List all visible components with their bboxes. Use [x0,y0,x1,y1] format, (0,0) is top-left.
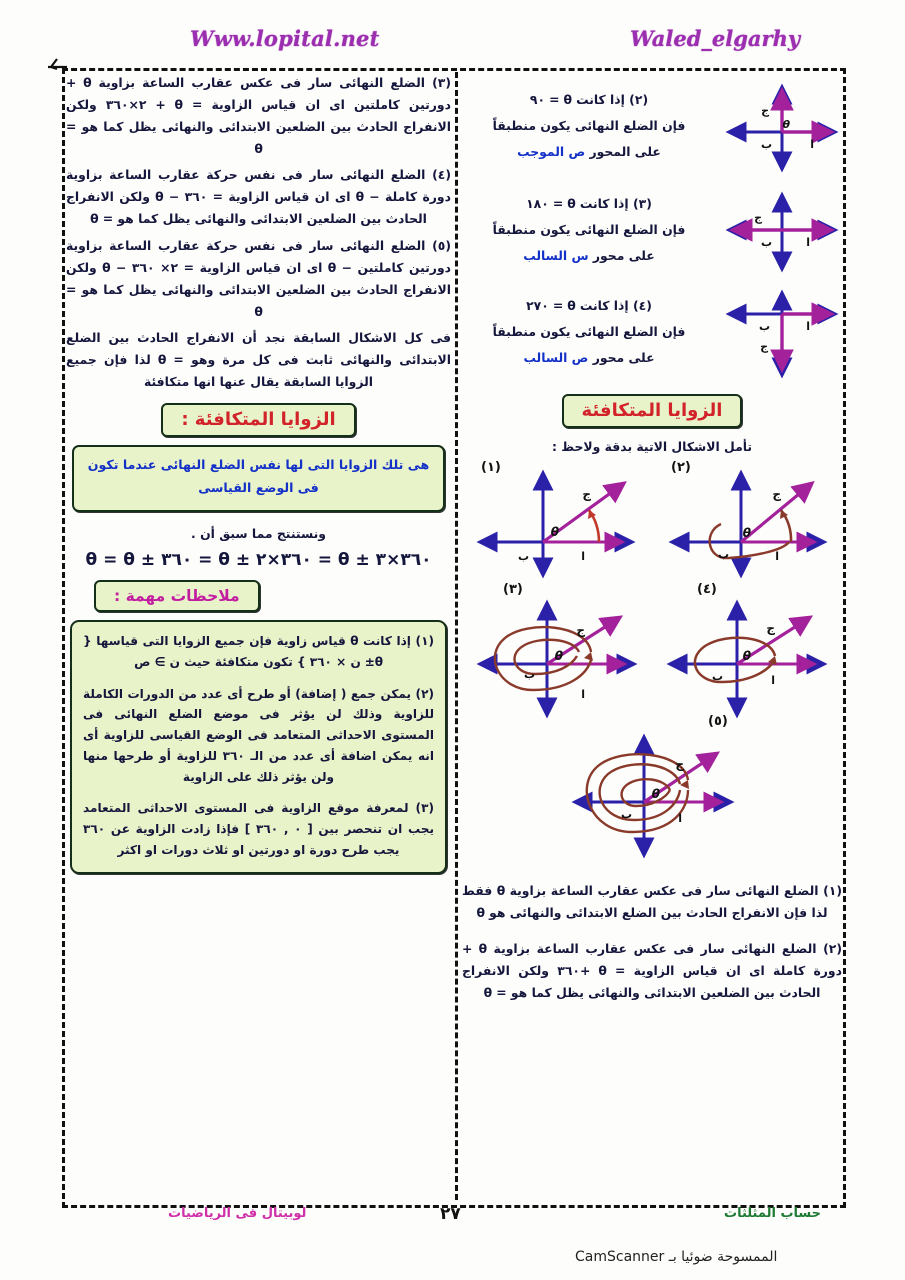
svg-text:ج: ج [754,211,762,224]
bottom-item-2: (٢) الضلع النهائى سار فى عكس عقارب الساعة بزاوية θ + دورة كاملة اى ان قياس الزاوية = θ +٣٦٠ ولكن الانفراج الحادث بين الضلعين الابتدائى والنهائى يظل كما هو = θ [462,941,843,1001]
svg-text:ا: ا [775,550,779,564]
item-4-text: (٤) الضلع النهائى سار فى نفس حركة عقارب الساعة بزاوية دورة كاملة − θ اى ان قياس الزاوية = ٣٦٠ − θ ولكن الانفراج الحادث بين الضلعين الابتدائى والنهائى يظل كما هو = θ [66,167,451,227]
page-footer [0,1206,905,1236]
figure-2-label: (٢) [671,460,691,476]
angle-diagram-3 [473,594,641,724]
svg-text:ج: ج [675,757,684,772]
figure-3-label: (٣) [503,582,523,598]
page-number: ٢٧ [440,1204,461,1224]
angle-diagram-4 [663,594,831,724]
figure-5 [566,714,738,864]
column-divider [455,72,458,1200]
case-4-line-1: (٤) إذا كانت θ = ٢٧٠ [526,297,652,313]
case-2-highlight: ص الموجب [517,144,586,160]
definition-text: هى تلك الزوايا التى لها نفس الضلع النهائى عندما تكون فى الوضع القياسى [87,457,430,495]
case-2-line-1: (٢) إذا كانت θ = ٩٠ [529,91,649,107]
note-2: (٢) يمكن جمع ( إضافة) أو طرح أى عدد من الدورات الكاملة للزاوية وذلك لن يؤثر فى موضع الضلع النهائى فى المستوى الاحداثى المتعامد فى الوضع القياسى للزاوية أى انه يمكن اضافة أى عدد من الـ ٣٦٠ للزاوية أو طرحها منها ولن يؤثر ذلك على الزاوية [83,686,434,784]
svg-text:ا: ا [581,550,585,564]
svg-text:ج: ج [576,623,585,638]
case-3-highlight: س السالب [523,248,589,264]
svg-text:ج: ج [761,104,769,117]
figure-1-label: (١) [481,460,501,476]
svg-text:ب: ب [523,668,535,682]
case-4-block [462,288,842,380]
footer-subject: حساب المثلثات [724,1206,821,1221]
deduce-lead: ونستنتج مما سبق أن . [191,525,326,541]
axes-diagram-90 [722,80,842,176]
svg-text:ا: ا [678,812,682,826]
angle-diagram-1 [473,462,641,584]
svg-text:θ: θ [651,787,660,802]
equiv-title-wrap [462,394,842,428]
page-header [0,26,905,60]
angle-diagram-5 [566,728,738,864]
equivalence-equation: θ = θ ± ٣٦٠ = θ ± ٣٦٠×٢ = θ ± ٣٦٠×٣ [85,549,432,570]
angle-diagram-2 [663,462,831,584]
svg-text:ا: ا [806,320,810,333]
figure-5-label: (٥) [708,714,728,730]
case-4-line-3-text: على محور [592,350,655,366]
right-column [462,72,842,1208]
svg-text:θ: θ [742,526,751,541]
note-1: (١) إذا كانت θ قياس زاوية فإن جميع الزوايا التى قياسها { θ± ن × ٣٦٠ } تكون متكافئة حيث ن ∋ ص [83,633,435,669]
figure-row-3 [462,714,842,864]
note-3: (٣) لمعرفة موقع الزاوية فى المستوى الاحداثى المتعامد يجب ان تنحصر بين [ ٠ , ٣٦٠ ] فإذا زادت الزاوية عن ٣٦٠ يجب طرح دورة او دورتين او ثلاث دورات او اكثر [83,801,435,858]
case-2-line-2: فإن الضلع النهائى يكون منطبقاً [492,117,686,133]
svg-text:ب: ب [517,550,529,564]
figure-row-1 [462,462,842,584]
case-3-line-3 [462,245,716,267]
case-3-line-1: (٣) إذا كانت θ = ١٨٠ [526,195,652,211]
left-column [66,72,451,1208]
svg-text:ج: ج [772,487,781,502]
author-watermark: Waled_elgarhy [630,26,801,51]
svg-text:ا: ا [771,674,775,688]
svg-text:ب: ب [717,548,729,562]
case-4-text [462,295,716,373]
svg-text:θ: θ [550,525,559,540]
case-3-text [462,193,716,271]
notes-title-wrap [66,580,451,612]
case-2-text [462,89,716,167]
svg-text:ب: ب [760,236,772,249]
observe-lead: تأمل الاشكال الاتية بدقة ولاحظ : [551,439,753,454]
svg-text:ب: ب [620,808,632,822]
equiv-title-plate [562,394,743,428]
case-2-line-3-text: على المحور [589,144,661,160]
definition-title-plate [161,403,355,437]
case-3-block [462,190,842,274]
bottom-item-1: (١) الضلع النهائى سار فى عكس عقارب الساعة بزاوية θ فقط لذا فإن الانفراج الحادث بين الضلع الابتدائى والنهائى هو θ [462,883,842,921]
definition-title-wrap [66,403,451,437]
equiv-title: الزوايا المتكافئة [581,400,723,421]
figure-row-2 [462,582,842,724]
site-watermark: Www.lopital.net [190,26,380,51]
case-2-block [462,80,842,176]
svg-text:ج: ج [766,621,775,636]
svg-text:ج: ج [760,340,768,353]
axes-diagram-180 [722,190,842,274]
case-4-line-3 [462,347,716,369]
conclusion-text: فى كل الاشكال السابقة نجد أن الانفراج الحادث بين الضلع الابتدائى والنهائى ثابت فى كل مرة وهو = θ لذا فإن جميع الزوايا السابقة يقال عنها انها متكافئة [66,329,451,390]
figure-4-label: (٤) [697,582,717,598]
figure-1 [473,462,641,584]
svg-text:ا: ا [806,236,810,249]
case-3-line-3-text: على محور [592,248,655,264]
case-4-line-2: فإن الضلع النهائى يكون منطبقاً [492,323,686,339]
svg-text:θ: θ [554,649,563,664]
definition-box [72,445,445,512]
notes-title-plate [94,580,260,612]
item-5-text: (٥) الضلع النهائى سار فى نفس حركة عقارب الساعة بزاوية دورتين كاملتين − θ اى ان قياس الزاوية = ٢× ٣٦٠ − θ ولكن الانفراج الحادث بين الضلعين الابتدائى والنهائى يظل كما هو = θ [66,237,452,319]
svg-text:ب: ب [758,320,770,333]
svg-text:ب: ب [760,138,772,151]
case-2-line-3 [462,141,716,163]
figure-3 [473,582,641,724]
item-3-text: (٣) الضلع النهائى سار فى عكس عقارب الساعة بزاوية θ + دورتين كاملتين اى ان قياس الزاوية = θ + ٢×٣٦٠ ولكن الانفراج الحادث بين الضلعين الابتدائى والنهائى يظل كما هو = θ [66,75,452,157]
notes-title: ملاحظات مهمة : [114,586,240,605]
svg-text:ب: ب [711,670,723,684]
figure-4 [663,582,831,724]
svg-text:ا: ا [581,688,585,702]
svg-text:θ: θ [782,118,790,131]
axes-diagram-270 [722,288,842,380]
notes-box [70,620,447,874]
footer-left-brand: لوبيتال فى الرياضيات [168,1206,307,1221]
svg-text:θ: θ [742,649,751,664]
case-3-line-2: فإن الضلع النهائى يكون منطبقاً [492,221,686,237]
camscanner-watermark: الممسوحة ضوئيا بـ CamScanner [575,1249,778,1265]
definition-title: الزوايا المتكافئة : [181,409,336,431]
svg-text:ج: ج [582,487,591,502]
svg-text:ا: ا [810,138,814,151]
figure-2 [663,462,831,584]
case-4-highlight: ص السالب [523,350,589,366]
